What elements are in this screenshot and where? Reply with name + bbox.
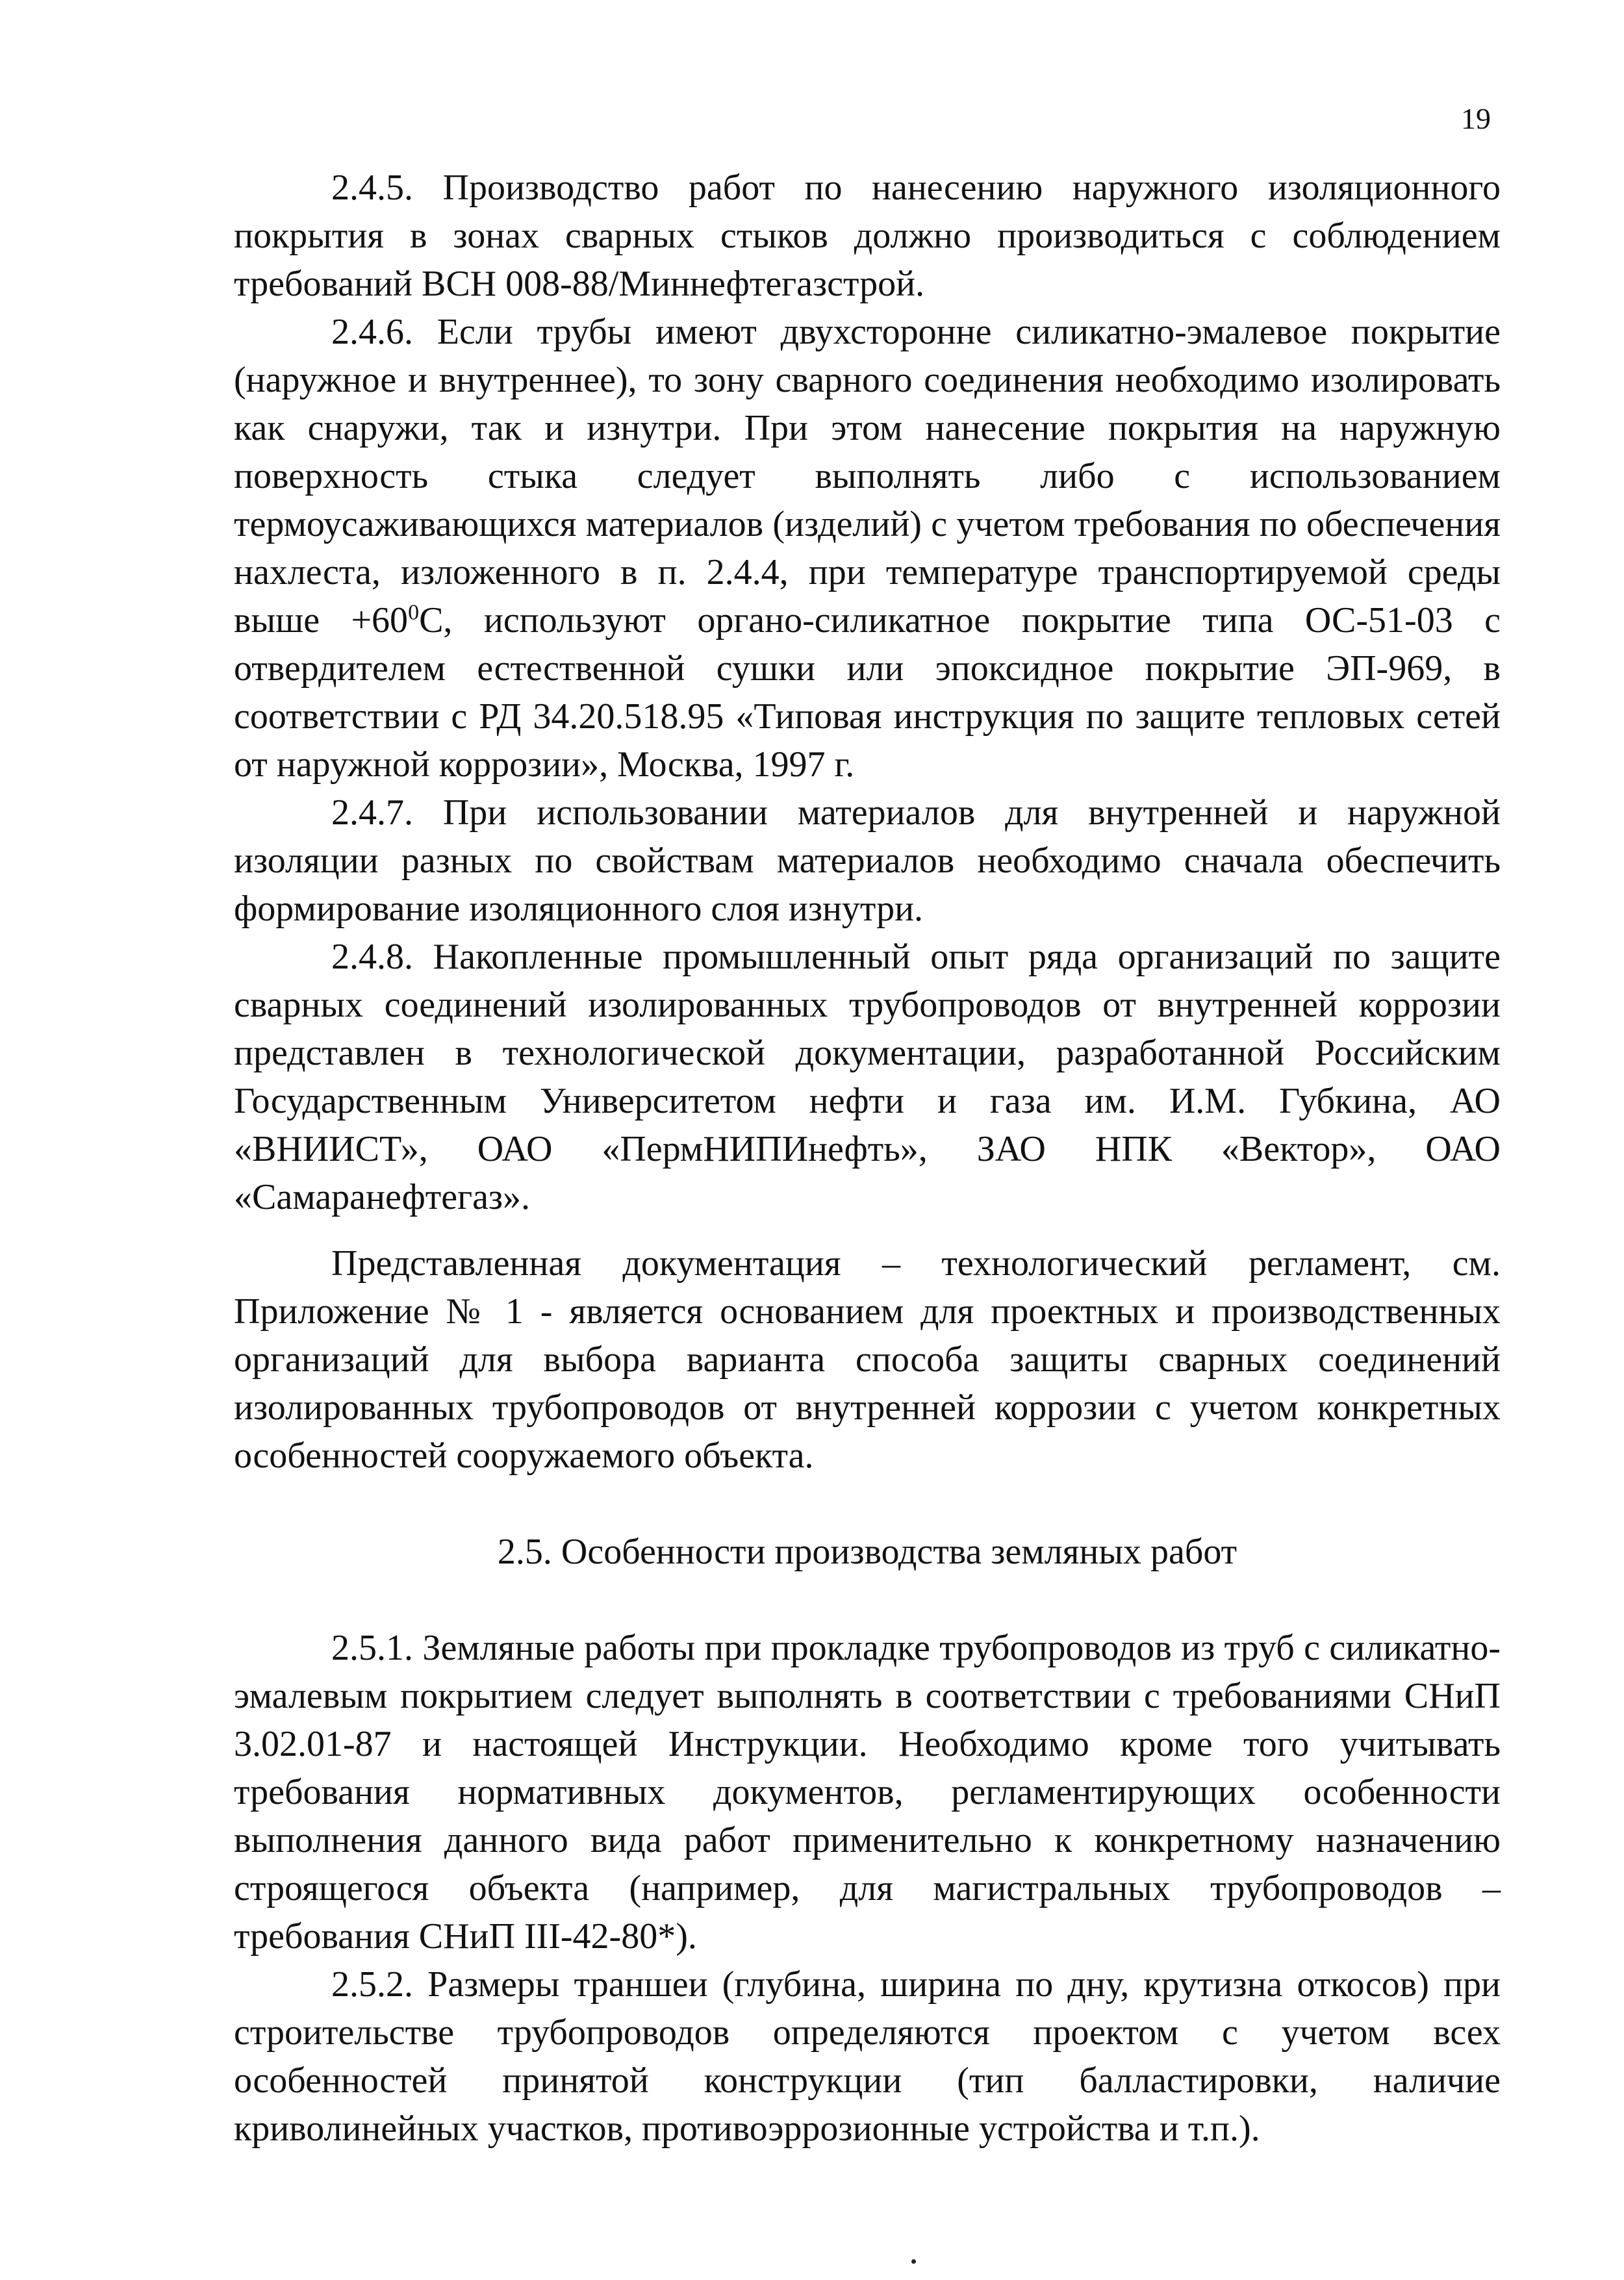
- paragraph-2-4-5: 2.4.5. Производство работ по нанесению наружного изоляционного покрытия в зонах сварных стыков должно производиться с соблюдением требований ВСН 008-88/Миннефтегазстрой.: [234, 168, 1501, 304]
- scan-speck: [911, 2259, 916, 2264]
- paragraph-presented-documentation: Представленная документация – технологический регламент, см. Приложение № 1 - является основанием для проектных и производственных организаций для выбора варианта способа защиты сварных соединений изолированных трубопроводов от внутренней коррозии с учетом конкретных особенностей сооружаемого объекта.: [234, 1243, 1501, 1476]
- paragraph-2-5-2: 2.5.2. Размеры траншеи (глубина, ширина по дну, крутизна откосов) при строительстве трубопроводов определяются проектом с учетом всех особенностей принятой конструкции (тип балластировки, наличие криволинейных участков, противоэррозионные устройства и т.п.).: [234, 1964, 1501, 2149]
- paragraph-2-4-6: [234, 308, 1501, 789]
- paragraph-2-4-7: 2.4.7. При использовании материалов для внутренней и наружной изоляции разных по свойствам материалов необходимо сначала обеспечить формирование изоляционного слоя изнутри.: [234, 792, 1501, 929]
- page-number: 19: [1461, 102, 1491, 135]
- degree-superscript: 0: [408, 600, 420, 625]
- paragraph-2-5-1: 2.5.1. Земляные работы при прокладке трубопроводов из труб с силикатно-эмалевым покрытием следует выполнять в соответствии с требованиями СНиП 3.02.01-87 и настоящей Инструкции. Необходимо кроме того учитывать требования нормативных документов, регламентирующих особенности выполнения данного вида работ применительно к конкретному назначению строящегося объекта (например, для магистральных трубопроводов – требования СНиП III-42-80*).: [234, 1628, 1501, 1957]
- section-heading-2-5: 2.5. Особенности производства земляных работ: [497, 1532, 1237, 1572]
- paragraph-2-4-6-part-b: С, используют органо-силикатное покрытие типа ОС-51-03 с отвердителем естественной сушки или эпоксидное покрытие ЭП-969, в соответствии с РД 34.20.518.95 «Типовая инструкция по защите тепловых сетей от наружной коррозии», Москва, 1997 г.: [234, 600, 1501, 785]
- paragraph-2-4-8: 2.4.8. Накопленные промышленный опыт ряда организаций по защите сварных соединений изолированных трубопроводов от внутренней коррозии представлен в технологической документации, разработанной Российским Государственным Университетом нефти и газа им. И.М. Губкина, АО «ВНИИСТ», ОАО «ПермНИПИнефть», ЗАО НПК «Вектор», ОАО «Самаранефтегаз».: [234, 937, 1501, 1217]
- document-body: [234, 164, 1501, 2153]
- paragraph-2-4-6-part-a: 2.4.6. Если трубы имеют двухсторонне силикатно-эмалевое покрытие (наружное и внутреннее), то зону сварного соединения необходимо изолировать как снаружи, так и изнутри. При этом нанесение покрытия на наружную поверхность стыка следует выполнять либо с использованием термоусаживающихся материалов (изделий) с учетом требования по обеспечения нахлеста, изложенного в п. 2.4.4, при температуре транспортируемой среды выше +60: [234, 312, 1501, 640]
